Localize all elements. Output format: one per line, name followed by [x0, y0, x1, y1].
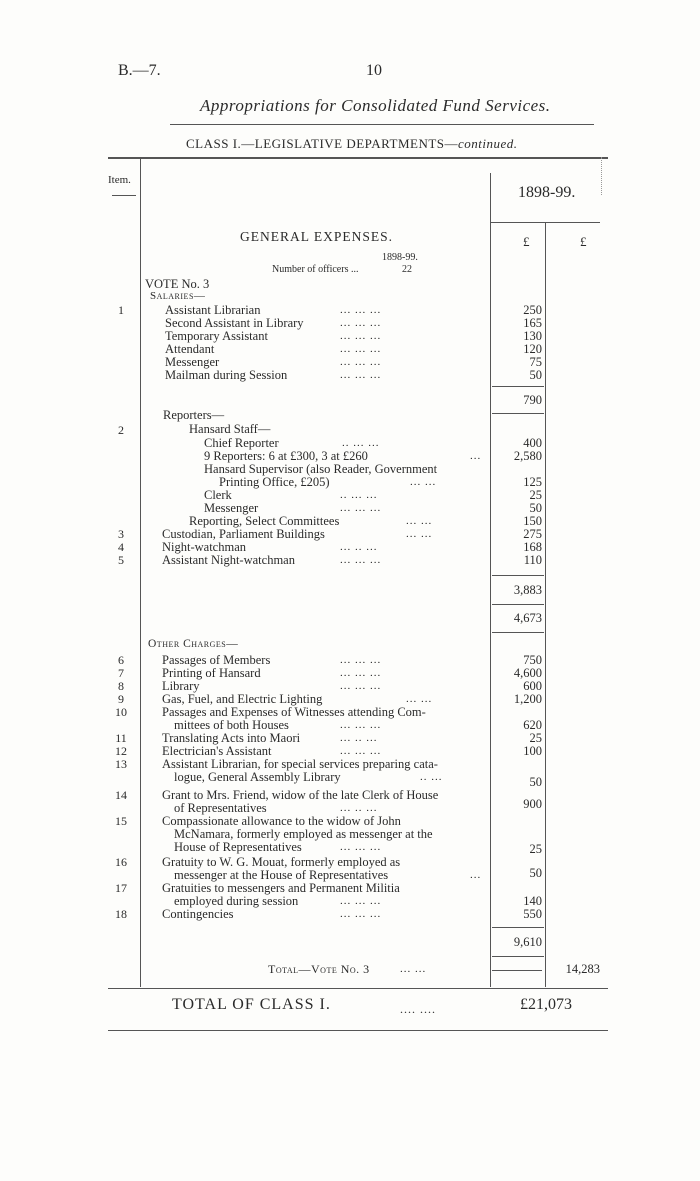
row-description-continued: McNamara, formerly employed as messenger at the [174, 827, 433, 841]
row-description: Passages and Expenses of Witnesses attending Com- [162, 705, 426, 719]
amount-column-rule-mid [545, 223, 546, 987]
table-bottom-rule [108, 988, 608, 989]
class-total-amount: £21,073 [520, 996, 572, 1013]
row-description-continued: messenger at the House of Representatives [174, 868, 389, 882]
row-description: Temporary Assistant [165, 329, 268, 343]
row-amount: 50 [529, 866, 542, 880]
other-charges-subtotal: 9,610 [513, 935, 542, 949]
item-number: 18 [115, 907, 127, 921]
item-number: 13 [115, 757, 127, 771]
subtotal-rule [492, 386, 544, 387]
row-description: Translating Acts into Maori [162, 731, 301, 745]
leader-dots: ... ... ... [340, 502, 382, 514]
row-description: Printing of Hansard [162, 666, 261, 680]
row-amount: 50 [529, 501, 542, 515]
row-amount: 50 [529, 775, 542, 789]
row-description: Printing Office, £205) [219, 475, 330, 489]
row-description-continued: of Representatives [174, 801, 267, 815]
amount-column-rule-right [601, 157, 602, 195]
subtotal-rule [492, 632, 544, 633]
row-description: Custodian, Parliament Buildings [162, 527, 325, 541]
section-heading: GENERAL EXPENSES. [240, 229, 394, 244]
row-description: Electrician's Assistant [162, 744, 272, 758]
item-number: 3 [118, 527, 124, 541]
row-description: Library [162, 679, 200, 693]
leader-dots: ... ... ... [340, 895, 382, 907]
item-number: 12 [115, 744, 127, 758]
row-amount: 250 [523, 303, 542, 317]
row-amount: 620 [523, 718, 542, 732]
document-ref: B.—7. [118, 62, 161, 79]
header-rule [170, 124, 594, 125]
page-title: Appropriations for Consolidated Fund Services. [200, 96, 551, 115]
salaries-subtotal: 790 [523, 393, 542, 407]
row-amount: 25 [529, 488, 542, 502]
leader-dots: ... ... [406, 693, 433, 705]
item-column-rule [140, 157, 141, 987]
leader-dots: ... ... [410, 476, 437, 488]
row-description-continued: logue, General Assembly Library [174, 770, 341, 784]
row-amount: 125 [523, 475, 542, 489]
leader-dots: ... ... ... [340, 304, 382, 316]
row-description: Messenger [165, 355, 220, 369]
leader-dots: .. ... ... [340, 489, 378, 501]
row-amount: 4,600 [513, 666, 542, 680]
item-number: 14 [115, 788, 127, 802]
subtotal-rule [492, 575, 544, 576]
item-number: 9 [118, 692, 124, 706]
leader-dots: ... ... [400, 963, 427, 975]
year-column-header: 1898-99. [518, 184, 576, 201]
class-title-main: CLASS I.—LEGISLATIVE DEPARTMENTS— [186, 136, 458, 151]
table-top-rule [108, 157, 608, 159]
leader-dots: .... .... [400, 1002, 436, 1016]
row-amount: 50 [529, 368, 542, 382]
table-end-rule [108, 1030, 608, 1031]
item-number: 17 [115, 881, 127, 895]
item-column-header: Item. [108, 174, 131, 186]
row-description: Night-watchman [162, 540, 247, 554]
vote-total-amount: 14,283 [565, 962, 600, 976]
salaries-grand-subtotal: 4,673 [513, 611, 542, 625]
row-description: Contingencies [162, 907, 234, 921]
item-number: 6 [118, 653, 124, 667]
item-header-underline [112, 195, 136, 196]
row-description: Gas, Fuel, and Electric Lighting [162, 692, 323, 706]
item-number: 16 [115, 855, 127, 869]
row-amount: 900 [523, 797, 542, 811]
leader-dots: ... ... ... [340, 719, 382, 731]
amount-column-rule-left [490, 173, 491, 987]
salaries-heading: Salaries— [150, 290, 206, 302]
row-amount: 100 [523, 744, 542, 758]
row-amount: 130 [523, 329, 542, 343]
row-amount: 165 [523, 316, 542, 330]
leader-dots: ... ... ... [340, 317, 382, 329]
vote-heading: VOTE No. 3 [145, 277, 210, 291]
leader-dots: ... ... ... [340, 745, 382, 757]
vote-total-rule [492, 970, 542, 971]
subtotal-rule [492, 927, 544, 928]
leader-dots: ... ... [406, 528, 433, 540]
leader-dots: .. ... ... [342, 437, 380, 449]
row-description-continued: House of Representatives [174, 840, 302, 854]
subtotal-rule [492, 956, 544, 957]
row-amount: 400 [523, 436, 542, 450]
hansard-staff-heading: Hansard Staff— [189, 422, 271, 436]
row-amount: 25 [529, 731, 542, 745]
page-number: 10 [366, 62, 382, 79]
leader-dots: ... ... ... [340, 343, 382, 355]
row-description-continued: mittees of both Houses [174, 718, 289, 732]
row-description: Second Assistant in Library [165, 316, 304, 330]
year-header-rule [490, 222, 600, 223]
row-description: 9 Reporters: 6 at £300, 3 at £260 [204, 449, 368, 463]
row-amount: 2,580 [513, 449, 542, 463]
row-amount: 168 [523, 540, 542, 554]
row-amount: 25 [529, 842, 542, 856]
row-amount: 600 [523, 679, 542, 693]
item-number: 8 [118, 679, 124, 693]
item-number: 5 [118, 553, 124, 567]
row-description: Gratuities to messengers and Permanent Militia [162, 881, 400, 895]
other-charges-heading: Other Charges— [148, 638, 239, 650]
pound-symbol-1: £ [523, 234, 530, 249]
leader-dots: ... .. ... [340, 541, 378, 553]
row-description: Assistant Night-watchman [162, 553, 295, 567]
leader-dots: ... ... ... [340, 841, 382, 853]
item-number: 2 [118, 423, 124, 437]
item-number: 1 [118, 303, 124, 317]
reporters-heading: Reporters— [163, 408, 225, 422]
row-description: Mailman during Session [165, 368, 288, 382]
leader-dots: ... ... [406, 515, 433, 527]
row-description: Clerk [204, 488, 232, 502]
row-amount: 120 [523, 342, 542, 356]
officers-year: 1898-99. [382, 252, 418, 263]
pound-symbol-2: £ [580, 234, 587, 249]
leader-dots: ... ... ... [340, 908, 382, 920]
leader-dots: ... [470, 450, 482, 462]
row-description: Messenger [204, 501, 259, 515]
row-description-continued: employed during session [174, 894, 299, 908]
row-amount: 150 [523, 514, 542, 528]
item-number: 7 [118, 666, 124, 680]
leader-dots: ... ... ... [340, 667, 382, 679]
officers-count: 22 [402, 264, 412, 275]
row-description: Assistant Librarian [165, 303, 261, 317]
row-description: Grant to Mrs. Friend, widow of the late Clerk of House [162, 788, 439, 802]
subtotal-rule [492, 604, 544, 605]
row-description: Hansard Supervisor (also Reader, Government [204, 462, 438, 476]
class-title [186, 136, 518, 152]
row-description: Passages of Members [162, 653, 271, 667]
leader-dots: ... .. ... [340, 732, 378, 744]
row-description: Reporting, Select Committees [189, 514, 340, 528]
officers-label: Number of officers ... [272, 264, 359, 275]
leader-dots: ... [470, 869, 482, 881]
row-amount: 750 [523, 653, 542, 667]
item-number: 15 [115, 814, 127, 828]
row-amount: 275 [523, 527, 542, 541]
vote-total-label: Total—Vote No. 3 [268, 962, 370, 976]
row-description: Attendant [165, 342, 215, 356]
row-amount: 140 [523, 894, 542, 908]
leader-dots: ... ... ... [340, 369, 382, 381]
class-title-continued: continued. [458, 136, 518, 151]
subtotal-rule [492, 413, 544, 414]
reporters-subtotal: 3,883 [513, 583, 542, 597]
row-description: Chief Reporter [204, 436, 279, 450]
leader-dots: ... ... ... [340, 330, 382, 342]
leader-dots: ... .. ... [340, 802, 378, 814]
class-total-label: TOTAL OF CLASS I. [172, 996, 331, 1013]
leader-dots: .. ... [420, 771, 443, 783]
item-number: 10 [115, 705, 127, 719]
row-description: Gratuity to W. G. Mouat, formerly employed as [162, 855, 401, 869]
leader-dots: ... ... ... [340, 680, 382, 692]
item-number: 4 [118, 540, 124, 554]
row-amount: 110 [523, 553, 542, 567]
leader-dots: ... ... ... [340, 654, 382, 666]
row-amount: 1,200 [513, 692, 542, 706]
leader-dots: ... ... ... [340, 356, 382, 368]
leader-dots: ... ... ... [340, 554, 382, 566]
row-amount: 75 [529, 355, 542, 369]
item-number: 11 [115, 731, 127, 745]
row-description: Compassionate allowance to the widow of John [162, 814, 401, 828]
row-amount: 550 [523, 907, 542, 921]
row-description: Assistant Librarian, for special services preparing cata- [162, 757, 438, 771]
